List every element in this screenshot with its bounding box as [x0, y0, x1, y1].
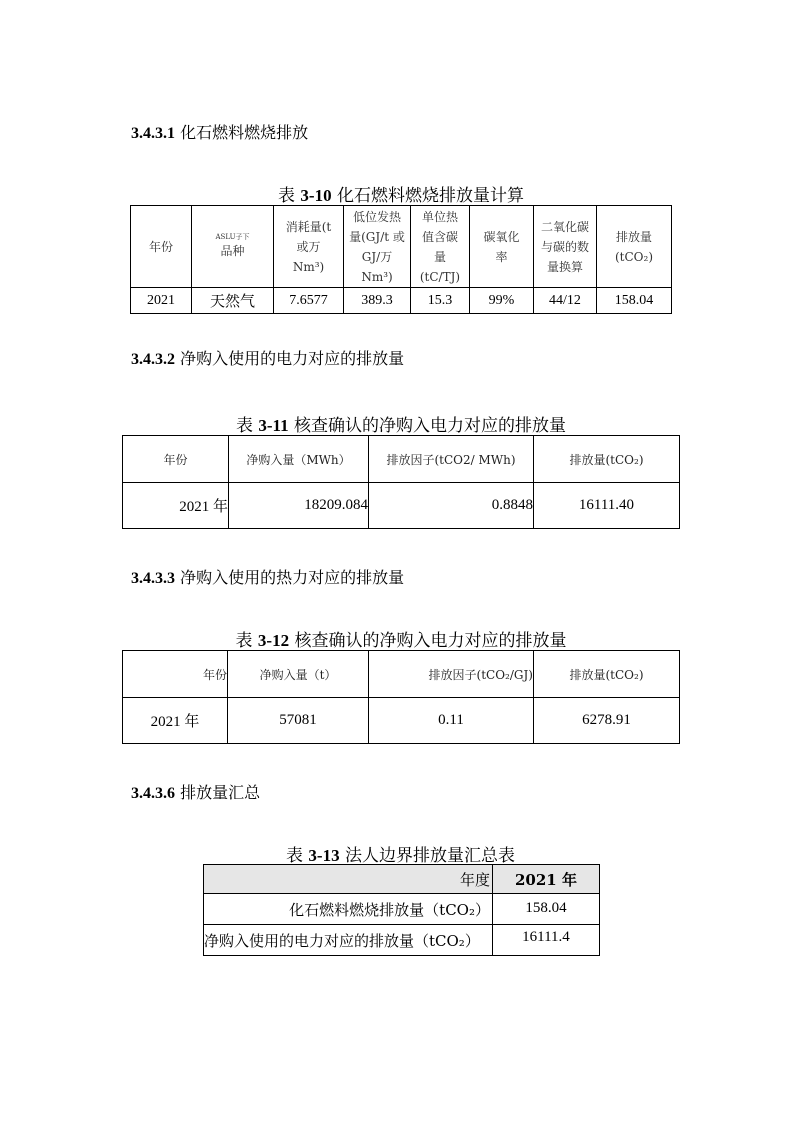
section-heading-summary	[131, 780, 260, 803]
header-year-label: 年度	[204, 865, 493, 894]
table2-caption: 表 3-11 核查确认的净购入电力对应的排放量	[235, 416, 567, 436]
table3-caption: 表 3-12 核查确认的净购入电力对应的排放量	[235, 631, 567, 651]
summary-table	[203, 864, 600, 956]
header-consumption: 消耗量(t 或万 Nm³)	[274, 206, 344, 288]
row-label: 化石燃料燃烧排放量（tCO₂）	[204, 894, 493, 925]
header-year: 年份	[131, 206, 192, 288]
section-number: 3.4.3.1	[131, 125, 175, 142]
cell-emission: 6278.91	[534, 698, 680, 744]
section-title: 化石燃料燃烧排放	[180, 123, 309, 142]
section-number: 3.4.3.6	[131, 785, 175, 802]
cell-year: 2021	[131, 288, 192, 314]
section-number: 3.4.3.3	[131, 570, 175, 587]
section-heading-electricity	[131, 346, 404, 369]
table-row	[123, 483, 680, 529]
header-factor: 排放因子(tCO2/ MWh)	[369, 436, 534, 483]
section-number: 3.4.3.2	[131, 351, 175, 368]
header-factor: 排放因子(tCO₂/GJ)	[369, 651, 534, 698]
header-ncv: 低位发热量(GJ/t 或 GJ/万 Nm³)	[344, 206, 411, 288]
cell-conversion: 44/12	[534, 288, 597, 314]
cell-factor: 0.8848	[369, 483, 534, 529]
electricity-emission-table	[122, 435, 680, 529]
cell-carbon-content: 15.3	[411, 288, 470, 314]
header-emission: 排放量(tCO₂)	[534, 436, 680, 483]
table-row	[204, 894, 600, 925]
section-heading-heat	[131, 565, 404, 588]
header-year: 年份	[123, 651, 228, 698]
cell-emission: 16111.40	[534, 483, 680, 529]
cell-emission: 158.04	[597, 288, 672, 314]
header-purchase: 净购入量（MWh）	[229, 436, 369, 483]
header-emission: 排放量 (tCO₂)	[597, 206, 672, 288]
cell-year: 2021 年	[123, 483, 229, 529]
cell-fuel: 天然气	[192, 288, 274, 314]
table-header-row	[131, 206, 672, 288]
section-title: 排放量汇总	[180, 783, 261, 802]
row-label: 净购入使用的电力对应的排放量（tCO₂）	[204, 925, 493, 956]
header-fuel-tiny: ASLU子下	[215, 232, 250, 241]
header-oxidation: 碳氧化率	[470, 206, 534, 288]
header-fuel	[192, 206, 274, 288]
table-row	[123, 698, 680, 744]
header-purchase: 净购入量（t）	[228, 651, 369, 698]
row-value: 158.04	[493, 894, 600, 925]
header-conversion: 二氧化碳与碳的数量换算	[534, 206, 597, 288]
row-value: 16111.4	[493, 925, 600, 956]
cell-consumption: 7.6577	[274, 288, 344, 314]
fossil-fuel-emission-table	[130, 205, 672, 314]
table-header-row	[123, 436, 680, 483]
header-year: 年份	[123, 436, 229, 483]
cell-oxidation: 99%	[470, 288, 534, 314]
section-title: 净购入使用的电力对应的排放量	[180, 349, 405, 368]
cell-purchase: 57081	[228, 698, 369, 744]
header-year-value: 2021 年	[493, 865, 600, 894]
cell-ncv: 389.3	[344, 288, 411, 314]
table-header-row	[123, 651, 680, 698]
cell-year: 2021 年	[123, 698, 228, 744]
cell-factor: 0.11	[369, 698, 534, 744]
table-row	[204, 925, 600, 956]
section-heading-fossil	[131, 120, 308, 143]
header-emission: 排放量(tCO₂)	[534, 651, 680, 698]
cell-purchase: 18209.084	[229, 483, 369, 529]
table-header-row	[204, 865, 600, 894]
table4-caption: 表 3-13 法人边界排放量汇总表	[286, 846, 515, 866]
table-row	[131, 288, 672, 314]
section-title: 净购入使用的热力对应的排放量	[180, 568, 405, 587]
heat-emission-table	[122, 650, 680, 744]
header-fuel-label: 品种	[220, 243, 245, 258]
header-carbon-content: 单位热值含碳量 (tC/TJ)	[411, 206, 470, 288]
table1-caption: 表 3-10 化石燃料燃烧排放量计算	[278, 186, 524, 206]
